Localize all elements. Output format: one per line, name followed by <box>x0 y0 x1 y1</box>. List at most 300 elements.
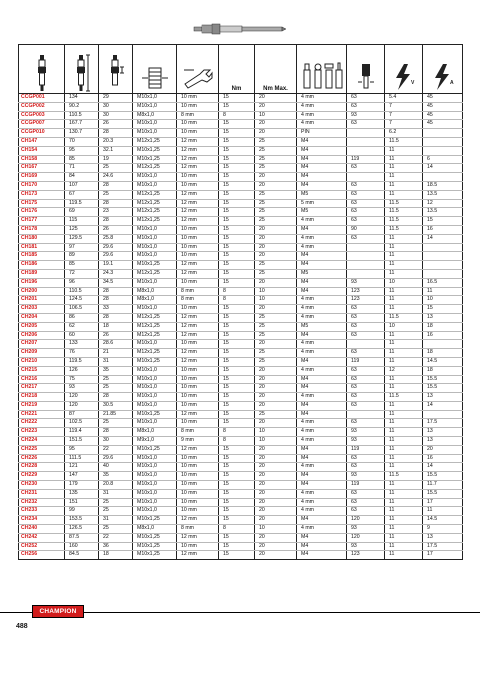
cell-torque-max: 20 <box>255 533 297 542</box>
svg-text:V: V <box>410 80 414 86</box>
cell-glow-tip: 119 <box>347 155 385 164</box>
cell-product-code: CH201 <box>19 296 65 305</box>
cell-wrench-size: 10 mm <box>177 419 219 428</box>
cell-overall-length: 106.5 <box>65 305 99 314</box>
cell-thread-length: 19.1 <box>99 261 133 270</box>
cell-thread-length: 18 <box>99 551 133 560</box>
table-row <box>19 437 463 446</box>
cell-current: 17 <box>423 551 463 560</box>
cell-terminal: M4 <box>297 261 347 270</box>
cell-terminal: M4 <box>297 278 347 287</box>
cell-product-code: CH225 <box>19 445 65 454</box>
cell-torque: 15 <box>219 375 255 384</box>
cell-product-code: CH230 <box>19 481 65 490</box>
cell-torque: 15 <box>219 551 255 560</box>
cell-terminal: 4 mm <box>297 366 347 375</box>
cell-terminal: PIN <box>297 129 347 138</box>
cell-thread-size: M10x1,0 <box>133 252 177 261</box>
cell-thread-size: M10x1,0 <box>133 489 177 498</box>
cell-wrench-size: 10 mm <box>177 498 219 507</box>
header-overall-length <box>65 45 99 94</box>
cell-overall-length: 115 <box>65 217 99 226</box>
cell-overall-length: 84 <box>65 173 99 182</box>
cell-product-code: CH228 <box>19 463 65 472</box>
cell-product-code: CH204 <box>19 313 65 322</box>
header-torque <box>219 45 255 94</box>
cell-product-code: CH203 <box>19 305 65 314</box>
cell-glow-tip: 63 <box>347 217 385 226</box>
cell-wrench-size: 8 mm <box>177 287 219 296</box>
cell-torque-max: 20 <box>255 419 297 428</box>
cell-current: 14.5 <box>423 516 463 525</box>
cell-terminal: 4 mm <box>297 525 347 534</box>
cell-wrench-size: 10 mm <box>177 454 219 463</box>
cell-overall-length: 85 <box>65 155 99 164</box>
cell-torque-max: 20 <box>255 243 297 252</box>
cell-overall-length: 110.5 <box>65 111 99 120</box>
cell-torque: 15 <box>219 322 255 331</box>
cell-thread-size: M10x1,25 <box>133 533 177 542</box>
table-row <box>19 481 463 490</box>
table-row <box>19 463 463 472</box>
cell-torque-max: 25 <box>255 261 297 270</box>
cell-terminal: M4 <box>297 173 347 182</box>
cell-product-code: CCGP001 <box>19 94 65 103</box>
cell-product-code: CH256 <box>19 551 65 560</box>
cell-wrench-size: 12 mm <box>177 146 219 155</box>
cell-thread-length: 22 <box>99 533 133 542</box>
cell-thread-length: 30 <box>99 437 133 446</box>
cell-voltage: 11 <box>385 498 423 507</box>
cell-torque-max: 20 <box>255 252 297 261</box>
cell-torque-max: 25 <box>255 217 297 226</box>
cell-terminal: M4 <box>297 375 347 384</box>
cell-torque: 15 <box>219 155 255 164</box>
cell-terminal: 5 mm <box>297 199 347 208</box>
cell-current: 13 <box>423 313 463 322</box>
cell-terminal: 4 mm <box>297 243 347 252</box>
cell-wrench-size: 12 mm <box>177 137 219 146</box>
cell-thread-size: M8x1,0 <box>133 525 177 534</box>
cell-current: 15.5 <box>423 489 463 498</box>
cell-thread-size: M10x1,0 <box>133 173 177 182</box>
cell-torque-max: 20 <box>255 472 297 481</box>
cell-thread-size: M12x1,25 <box>133 217 177 226</box>
cell-product-code: CH207 <box>19 340 65 349</box>
cell-terminal: M5 <box>297 208 347 217</box>
cell-wrench-size: 10 mm <box>177 489 219 498</box>
cell-voltage: 11 <box>385 428 423 437</box>
table-row <box>19 542 463 551</box>
table-row <box>19 146 463 155</box>
cell-wrench-size: 12 mm <box>177 313 219 322</box>
cell-thread-size: M12x1,25 <box>133 164 177 173</box>
cell-torque: 15 <box>219 252 255 261</box>
cell-thread-length: 28 <box>99 181 133 190</box>
cell-torque-max: 10 <box>255 428 297 437</box>
cell-voltage: 11 <box>385 287 423 296</box>
cell-voltage: 11 <box>385 243 423 252</box>
cell-glow-tip <box>347 146 385 155</box>
cell-current: 11 <box>423 507 463 516</box>
cell-voltage: 11 <box>385 331 423 340</box>
champion-logo <box>32 605 84 618</box>
cell-voltage: 11 <box>385 516 423 525</box>
cell-terminal: 4 mm <box>297 393 347 402</box>
cell-torque-max: 25 <box>255 322 297 331</box>
cell-torque: 15 <box>219 164 255 173</box>
cell-thread-length: 25 <box>99 384 133 393</box>
cell-terminal: M4 <box>297 137 347 146</box>
table-row <box>19 313 463 322</box>
cell-glow-tip: 63 <box>347 313 385 322</box>
cell-torque-max: 20 <box>255 384 297 393</box>
cell-thread-size: M10x1,0 <box>133 102 177 111</box>
cell-torque-max: 20 <box>255 542 297 551</box>
cell-terminal: M5 <box>297 322 347 331</box>
cell-torque: 15 <box>219 331 255 340</box>
cell-thread-length: 28 <box>99 287 133 296</box>
cell-overall-length: 70 <box>65 137 99 146</box>
cell-overall-length: 72 <box>65 269 99 278</box>
cell-wrench-size: 10 mm <box>177 129 219 138</box>
cell-voltage: 11 <box>385 507 423 516</box>
table-row <box>19 445 463 454</box>
cell-thread-length: 35 <box>99 366 133 375</box>
cell-voltage: 11.5 <box>385 137 423 146</box>
table-row <box>19 357 463 366</box>
cell-terminal: 4 mm <box>297 94 347 103</box>
cell-glow-tip: 63 <box>347 199 385 208</box>
cell-wrench-size: 8 mm <box>177 428 219 437</box>
cell-glow-tip <box>347 243 385 252</box>
table-row <box>19 129 463 138</box>
cell-thread-size: M10x1,25 <box>133 410 177 419</box>
cell-current: 45 <box>423 94 463 103</box>
cell-thread-size: M10x1,0 <box>133 366 177 375</box>
cell-torque: 15 <box>219 340 255 349</box>
cell-current: 14 <box>423 234 463 243</box>
cell-overall-length: 85 <box>65 261 99 270</box>
cell-voltage: 11 <box>385 234 423 243</box>
cell-voltage: 11 <box>385 155 423 164</box>
wrench-size-icon <box>182 66 214 92</box>
cell-overall-length: 90.2 <box>65 102 99 111</box>
cell-thread-size: M12x1,25 <box>133 190 177 199</box>
table-row <box>19 137 463 146</box>
cell-overall-length: 130.7 <box>65 129 99 138</box>
cell-thread-length: 26 <box>99 225 133 234</box>
cell-torque: 15 <box>219 234 255 243</box>
cell-current <box>423 173 463 182</box>
cell-terminal: 4 mm <box>297 313 347 322</box>
cell-thread-length: 28 <box>99 129 133 138</box>
cell-terminal: M4 <box>297 146 347 155</box>
cell-terminal: M4 <box>297 155 347 164</box>
table-row <box>19 393 463 402</box>
cell-wrench-size: 10 mm <box>177 94 219 103</box>
cell-product-code: CH185 <box>19 252 65 261</box>
table-row <box>19 419 463 428</box>
cell-terminal: 4 mm <box>297 498 347 507</box>
table-row <box>19 489 463 498</box>
cell-terminal: 4 mm <box>297 437 347 446</box>
cell-terminal: 4 mm <box>297 349 347 358</box>
cell-wrench-size: 10 mm <box>177 340 219 349</box>
cell-overall-length: 76 <box>65 349 99 358</box>
cell-voltage: 11.5 <box>385 393 423 402</box>
cell-thread-size: M10x1,0 <box>133 278 177 287</box>
cell-voltage: 11 <box>385 384 423 393</box>
table-row <box>19 296 463 305</box>
table-row <box>19 208 463 217</box>
cell-voltage: 7 <box>385 120 423 129</box>
table-row <box>19 102 463 111</box>
cell-product-code: CH206 <box>19 331 65 340</box>
cell-torque: 15 <box>219 349 255 358</box>
cell-glow-tip: 63 <box>347 331 385 340</box>
cell-thread-length: 25 <box>99 419 133 428</box>
header-row <box>19 45 463 94</box>
cell-current: 45 <box>423 120 463 129</box>
table-row <box>19 225 463 234</box>
cell-terminal: 4 mm <box>297 340 347 349</box>
cell-terminal: M4 <box>297 533 347 542</box>
cell-product-code: CH181 <box>19 243 65 252</box>
table-row <box>19 94 463 103</box>
cell-thread-size: M10x1,0 <box>133 454 177 463</box>
cell-wrench-size: 10 mm <box>177 252 219 261</box>
cell-thread-size: M8x1,0 <box>133 111 177 120</box>
cell-thread-length: 29.6 <box>99 252 133 261</box>
cell-torque: 15 <box>219 445 255 454</box>
cell-glow-tip: 63 <box>347 164 385 173</box>
cell-glow-tip <box>347 129 385 138</box>
cell-torque-max: 20 <box>255 234 297 243</box>
cell-wrench-size: 10 mm <box>177 102 219 111</box>
cell-torque-max: 20 <box>255 173 297 182</box>
cell-voltage: 11 <box>385 252 423 261</box>
cell-torque-max: 20 <box>255 393 297 402</box>
cell-terminal: M4 <box>297 331 347 340</box>
cell-product-code: CH234 <box>19 516 65 525</box>
cell-thread-size: M10x1,25 <box>133 357 177 366</box>
cell-terminal: M4 <box>297 384 347 393</box>
cell-torque: 15 <box>219 269 255 278</box>
cell-thread-length: 26 <box>99 120 133 129</box>
cell-current: 14 <box>423 164 463 173</box>
cell-voltage: 11.5 <box>385 208 423 217</box>
cell-current: 15 <box>423 305 463 314</box>
cell-thread-length: 28 <box>99 199 133 208</box>
cell-glow-tip: 120 <box>347 533 385 542</box>
table-row <box>19 173 463 182</box>
header-terminal <box>297 45 347 94</box>
cell-torque: 15 <box>219 129 255 138</box>
cell-torque-max: 20 <box>255 366 297 375</box>
cell-current: 13.5 <box>423 208 463 217</box>
cell-overall-length: 134 <box>65 94 99 103</box>
cell-thread-size: M10x1,0 <box>133 340 177 349</box>
cell-thread-length: 21 <box>99 349 133 358</box>
cell-wrench-size: 10 mm <box>177 393 219 402</box>
cell-thread-length: 28 <box>99 428 133 437</box>
cell-thread-size: M10x1,25 <box>133 542 177 551</box>
cell-terminal: M4 <box>297 445 347 454</box>
cell-torque-max: 20 <box>255 181 297 190</box>
cell-wrench-size: 10 mm <box>177 472 219 481</box>
cell-overall-length: 95 <box>65 445 99 454</box>
cell-thread-size: M10x1,0 <box>133 120 177 129</box>
cell-torque: 15 <box>219 516 255 525</box>
table-row <box>19 516 463 525</box>
cell-torque: 15 <box>219 357 255 366</box>
cell-overall-length: 97 <box>65 243 99 252</box>
cell-glow-tip: 63 <box>347 419 385 428</box>
table-row <box>19 217 463 226</box>
cell-thread-size: M10x1,0 <box>133 498 177 507</box>
cell-torque-max: 20 <box>255 94 297 103</box>
cell-thread-length: 36 <box>99 542 133 551</box>
cell-torque-max: 25 <box>255 331 297 340</box>
cell-thread-size: M12x1,25 <box>133 269 177 278</box>
cell-overall-length: 119.4 <box>65 428 99 437</box>
cell-thread-size: M8x1,0 <box>133 287 177 296</box>
table-row <box>19 401 463 410</box>
cell-glow-tip: 93 <box>347 525 385 534</box>
cell-wrench-size: 12 mm <box>177 445 219 454</box>
cell-thread-length: 25 <box>99 164 133 173</box>
cell-product-code: CH169 <box>19 173 65 182</box>
cell-voltage: 11 <box>385 454 423 463</box>
header-voltage <box>385 45 423 94</box>
cell-current: 14 <box>423 463 463 472</box>
cell-product-code: CH196 <box>19 278 65 287</box>
cell-current: 6 <box>423 155 463 164</box>
cell-glow-tip: 123 <box>347 296 385 305</box>
cell-product-code: CH205 <box>19 322 65 331</box>
cell-voltage: 11 <box>385 489 423 498</box>
cell-product-code: CH154 <box>19 146 65 155</box>
cell-current: 18.5 <box>423 181 463 190</box>
cell-glow-tip: 63 <box>347 463 385 472</box>
table-row <box>19 278 463 287</box>
table-row <box>19 181 463 190</box>
cell-thread-length: 28 <box>99 217 133 226</box>
cell-glow-tip: 63 <box>347 375 385 384</box>
cell-wrench-size: 10 mm <box>177 181 219 190</box>
cell-thread-size: M8x1,0 <box>133 296 177 305</box>
cell-wrench-size: 12 mm <box>177 164 219 173</box>
cell-thread-length: 18 <box>99 322 133 331</box>
cell-product-code: CH218 <box>19 393 65 402</box>
cell-thread-length: 28 <box>99 393 133 402</box>
table-row <box>19 525 463 534</box>
cell-thread-size: M10x1,0 <box>133 463 177 472</box>
nm-max-label: Nm Max. <box>263 86 288 92</box>
cell-product-code: CH167 <box>19 164 65 173</box>
table-row <box>19 305 463 314</box>
cell-overall-length: 126.5 <box>65 525 99 534</box>
cell-voltage: 6.2 <box>385 129 423 138</box>
cell-current: 16.5 <box>423 278 463 287</box>
cell-overall-length: 124.5 <box>65 296 99 305</box>
cell-product-code: CH158 <box>19 155 65 164</box>
cell-product-code: CH147 <box>19 137 65 146</box>
cell-thread-length: 22 <box>99 445 133 454</box>
cell-thread-length: 25.8 <box>99 234 133 243</box>
cell-current: 16 <box>423 454 463 463</box>
cell-torque: 15 <box>219 313 255 322</box>
cell-current: 15.5 <box>423 472 463 481</box>
cell-voltage: 11 <box>385 296 423 305</box>
cell-wrench-size: 12 mm <box>177 269 219 278</box>
voltage-icon <box>392 62 416 92</box>
cell-thread-length: 30 <box>99 111 133 120</box>
cell-glow-tip: 63 <box>347 401 385 410</box>
cell-current: 15.5 <box>423 375 463 384</box>
cell-product-code: CH242 <box>19 533 65 542</box>
cell-terminal: M4 <box>297 481 347 490</box>
table-row <box>19 164 463 173</box>
cell-overall-length: 129.5 <box>65 234 99 243</box>
cell-thread-length: 25 <box>99 375 133 384</box>
cell-glow-tip: 63 <box>347 507 385 516</box>
cell-thread-length: 32.1 <box>99 146 133 155</box>
cell-thread-length: 19 <box>99 155 133 164</box>
cell-torque: 15 <box>219 278 255 287</box>
cell-terminal: M4 <box>297 516 347 525</box>
cell-thread-size: M10x1,0 <box>133 375 177 384</box>
cell-overall-length: 102.5 <box>65 419 99 428</box>
cell-voltage: 11 <box>385 349 423 358</box>
cell-torque-max: 20 <box>255 498 297 507</box>
cell-torque: 15 <box>219 419 255 428</box>
cell-thread-length: 25 <box>99 498 133 507</box>
cell-torque-max: 25 <box>255 410 297 419</box>
cell-terminal: 4 mm <box>297 507 347 516</box>
cell-torque-max: 20 <box>255 401 297 410</box>
cell-torque: 15 <box>219 181 255 190</box>
glow-tip-icon <box>355 62 377 92</box>
cell-wrench-size: 10 mm <box>177 401 219 410</box>
cell-overall-length: 75 <box>65 375 99 384</box>
cell-voltage: 11 <box>385 437 423 446</box>
cell-torque: 8 <box>219 428 255 437</box>
cell-voltage: 11 <box>385 401 423 410</box>
table-row <box>19 331 463 340</box>
cell-thread-size: M10x1,0 <box>133 481 177 490</box>
cell-glow-tip: 63 <box>347 322 385 331</box>
thread-length-icon <box>107 54 125 92</box>
cell-glow-tip: 93 <box>347 278 385 287</box>
cell-overall-length: 87.5 <box>65 533 99 542</box>
cell-torque-max: 25 <box>255 349 297 358</box>
cell-glow-tip: 93 <box>347 542 385 551</box>
header-torque-max <box>255 45 297 94</box>
cell-product-code: CH170 <box>19 181 65 190</box>
cell-wrench-size: 10 mm <box>177 173 219 182</box>
cell-thread-size: M10x1,25 <box>133 516 177 525</box>
cell-product-code: CH224 <box>19 437 65 446</box>
cell-terminal: M4 <box>297 287 347 296</box>
cell-thread-size: M10x1,0 <box>133 401 177 410</box>
table-row <box>19 366 463 375</box>
cell-overall-length: 95 <box>65 146 99 155</box>
cell-thread-size: M12x1,25 <box>133 199 177 208</box>
cell-thread-size: M10x1,0 <box>133 243 177 252</box>
cell-thread-size: M10x1,0 <box>133 472 177 481</box>
